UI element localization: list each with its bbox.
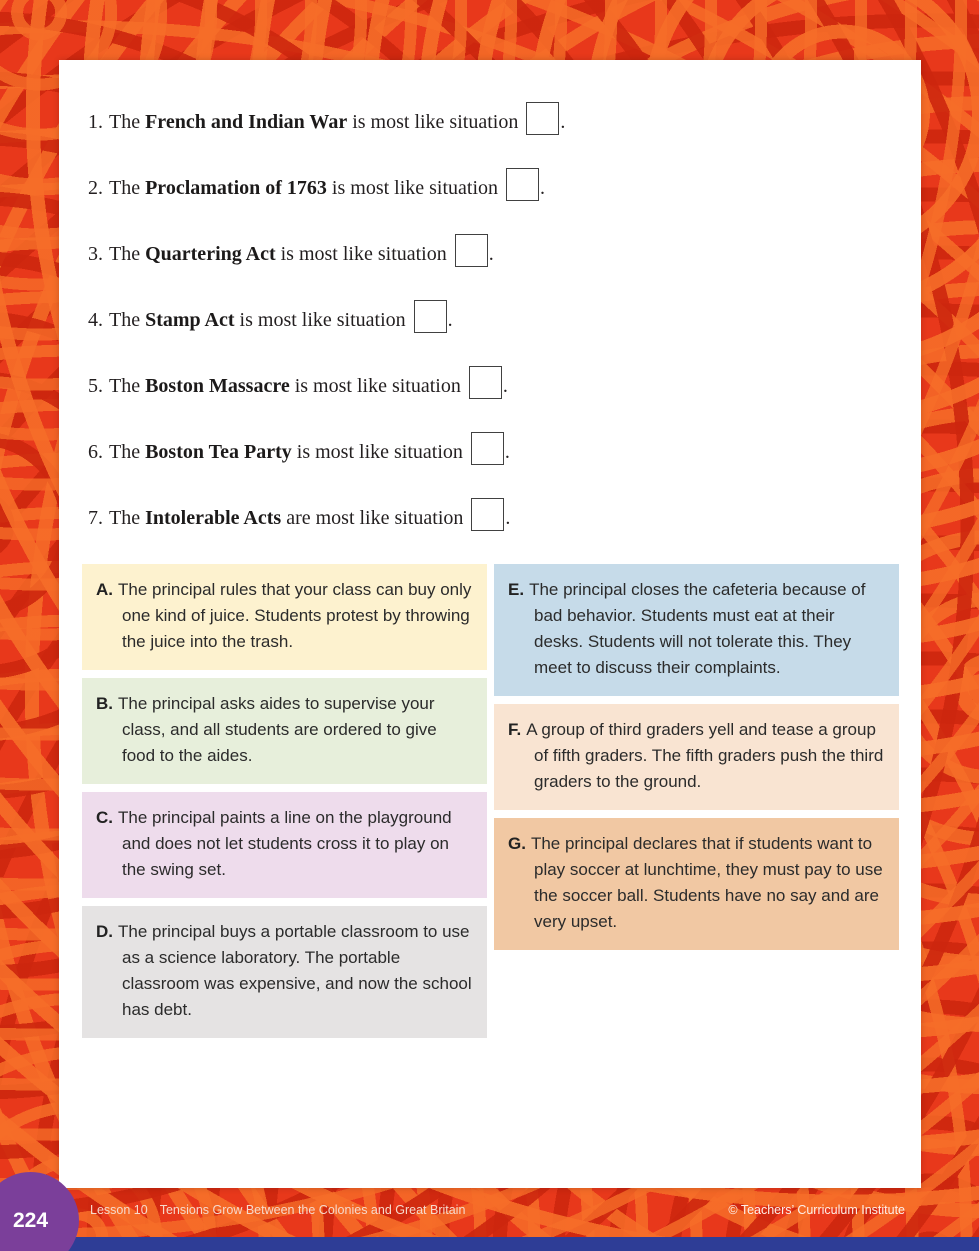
footer: [90, 1203, 905, 1217]
question-number: 1.: [88, 111, 103, 133]
footer-lesson-label: Lesson 10: [90, 1203, 148, 1217]
question-number: 2.: [88, 177, 103, 199]
situation-body: The principal closes the cafeteria because of bad behavior. Students must eat at their desks. Students will not tolerate this. They meet to discuss their complaints.: [529, 580, 866, 677]
answer-box-1[interactable]: [526, 102, 559, 135]
question-number: 3.: [88, 243, 103, 265]
question-text-pre: The: [109, 243, 141, 265]
situation-card-c: [82, 792, 487, 898]
situation-card-d: [82, 906, 487, 1038]
question-item-6: [88, 432, 921, 466]
question-item-1: [88, 102, 921, 136]
situation-text: [96, 577, 473, 655]
question-term: Intolerable Acts: [145, 507, 282, 529]
situation-letter: C.: [96, 808, 113, 827]
question-text-post: is most like situation: [352, 111, 519, 133]
situation-body: A group of third graders yell and tease a group of fifth graders. The fifth graders push the third graders to the ground.: [526, 720, 884, 791]
question-text-pre: The: [109, 177, 141, 199]
question-period: .: [540, 177, 546, 199]
situation-card-b: [82, 678, 487, 784]
question-text-pre: The: [109, 375, 141, 397]
question-text-post: is most like situation: [294, 375, 461, 397]
question-period: .: [447, 309, 453, 331]
situation-letter: E.: [508, 580, 525, 599]
situation-text: [96, 805, 473, 883]
question-text-post: is most like situation: [331, 177, 499, 199]
question-text-pre: The: [109, 309, 141, 331]
situation-card-g: [494, 818, 899, 950]
footer-copyright: © Teachers’ Curriculum Institute: [728, 1203, 905, 1217]
answer-box-7[interactable]: [471, 498, 504, 531]
answer-box-6[interactable]: [471, 432, 504, 465]
worksheet-card: [59, 60, 921, 1188]
situation-letter: B.: [96, 694, 113, 713]
situation-text: [96, 691, 473, 769]
situation-card-a: [82, 564, 487, 670]
situation-body: The principal declares that if students want to play soccer at lunchtime, they must pay to use the soccer ball. Students have no say and are very upset.: [530, 834, 883, 931]
question-item-2: [88, 168, 921, 202]
question-text-pre: The: [109, 507, 141, 529]
answer-box-2[interactable]: [506, 168, 539, 201]
situation-letter: A.: [96, 580, 113, 599]
situation-letter: G.: [508, 834, 526, 853]
situation-text: [508, 831, 885, 935]
situations-right-column: [494, 564, 899, 1038]
question-term: French and Indian War: [145, 111, 348, 133]
question-number: 6.: [88, 441, 103, 463]
question-item-7: [88, 498, 921, 532]
question-term: Proclamation of 1763: [145, 177, 327, 199]
situation-text: [96, 919, 473, 1023]
answer-box-3[interactable]: [455, 234, 488, 267]
situations-grid: [82, 564, 899, 1038]
question-number: 4.: [88, 309, 103, 331]
page-number: 224: [12, 1208, 49, 1232]
situation-card-f: [494, 704, 899, 810]
situation-body: The principal paints a line on the playground and does not let students cross it to play on the swing set.: [118, 808, 452, 879]
situation-body: The principal rules that your class can buy only one kind of juice. Students protest by throwing the juice into the trash.: [118, 580, 472, 651]
question-text-post: is most like situation: [296, 441, 463, 463]
question-term: Quartering Act: [145, 243, 276, 265]
question-term: Boston Tea Party: [145, 441, 292, 463]
footer-lesson: [90, 1203, 465, 1217]
situation-letter: D.: [96, 922, 113, 941]
situation-text: [508, 717, 885, 795]
question-period: .: [502, 375, 508, 397]
question-period: .: [488, 243, 494, 265]
question-period: .: [505, 507, 511, 529]
question-text-post: is most like situation: [239, 309, 406, 331]
situation-body: The principal asks aides to supervise your class, and all students are ordered to give food to the aides.: [118, 694, 437, 765]
question-period: .: [560, 111, 566, 133]
questions-list: [59, 60, 921, 532]
question-item-4: [88, 300, 921, 334]
answer-box-5[interactable]: [469, 366, 502, 399]
question-text-pre: The: [109, 111, 141, 133]
footer-lesson-title: Tensions Grow Between the Colonies and Great Britain: [159, 1203, 466, 1217]
question-item-3: [88, 234, 921, 268]
bottom-bar: [0, 1237, 979, 1251]
question-text-pre: The: [109, 441, 141, 463]
question-text-post: are most like situation: [286, 507, 464, 529]
situation-card-e: [494, 564, 899, 696]
question-item-5: [88, 366, 921, 400]
situations-left-column: [82, 564, 487, 1038]
situation-body: The principal buys a portable classroom to use as a science laboratory. The portable classroom was expensive, and now the school has debt.: [118, 922, 472, 1019]
question-number: 7.: [88, 507, 103, 529]
question-term: Stamp Act: [145, 309, 235, 331]
question-text-post: is most like situation: [280, 243, 447, 265]
question-number: 5.: [88, 375, 103, 397]
answer-box-4[interactable]: [414, 300, 447, 333]
situation-text: [508, 577, 885, 681]
question-term: Boston Massacre: [145, 375, 290, 397]
question-period: .: [504, 441, 510, 463]
situation-letter: F.: [508, 720, 522, 739]
